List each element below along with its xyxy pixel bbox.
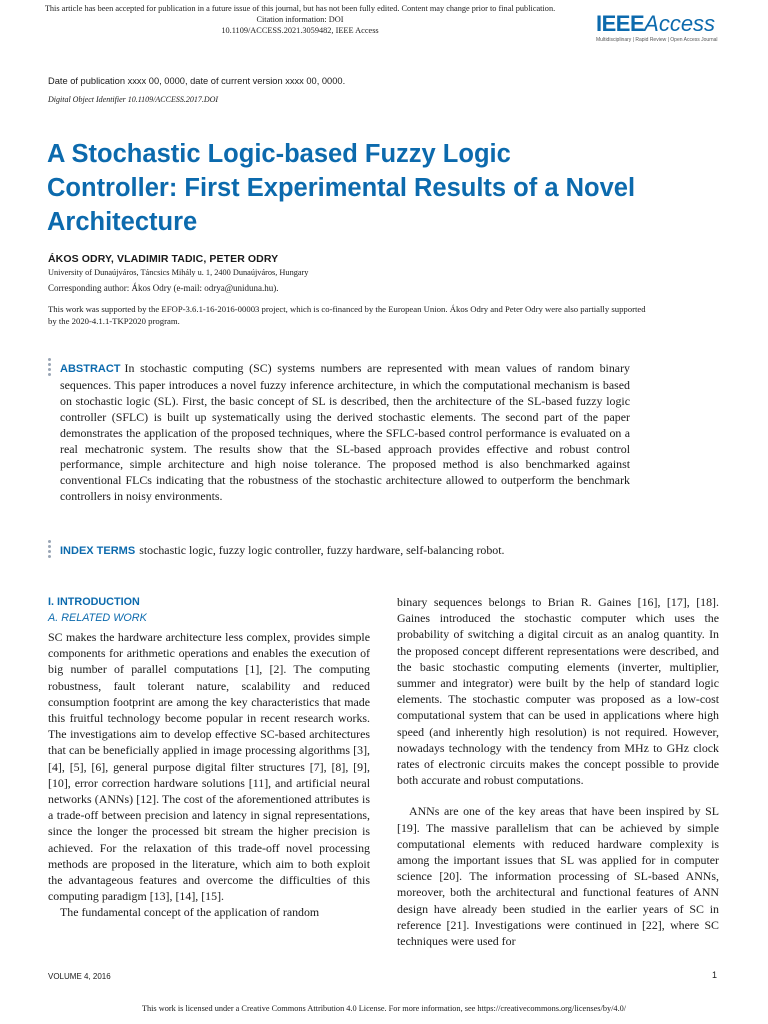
logo-ieee: IEEE (596, 11, 645, 36)
corresponding-author: Corresponding author: Ákos Odry (e-mail: odrya@uniduna.hu). (48, 283, 279, 293)
body-paragraph: The fundamental concept of the application of random (60, 905, 320, 920)
page-number: 1 (712, 970, 718, 980)
footer-volume: VOLUME 4, 2016 (48, 972, 111, 981)
doi-identifier: Digital Object Identifier 10.1109/ACCESS.2017.DOI (48, 95, 219, 104)
paper-title: A Stochastic Logic-based Fuzzy Logic Controller: First Experimental Results of a Novel Architecture (47, 140, 636, 236)
subsection-heading: A. RELATED WORK (48, 612, 147, 624)
left-column (48, 594, 370, 921)
notice-line-2: 10.1109/ACCESS.2021.3059482, IEEE Access (221, 26, 379, 35)
license-note: This work is licensed under a Creative Commons Attribution 4.0 License. For more information, see https://creativecommons.org/licenses/by/4.0/ (141, 1004, 627, 1013)
logo-tagline: Multidisciplinary | Rapid Review | Open Access Journal (596, 37, 718, 43)
section-heading: I. INTRODUCTION (48, 596, 140, 608)
author-list: ÁKOS ODRY, VLADIMIR TADIC, PETER ODRY (48, 253, 279, 265)
affiliation: University of Dunaújváros, Táncsics Mihály u. 1, 2400 Dunaújváros, Hungary (48, 268, 309, 277)
index-terms-label: INDEX TERMS (60, 545, 136, 557)
body-paragraph: ANNs are one of the key areas that have been inspired by SL [19]. The massive parallelism that can be achieved by simple computational elements with reduced hardware complexity is among the important issues that SL was applied for in computer science [20]. The information processing of SL-based ANNs, moreover, both the architectural and functional features of ANN design have already been studied in the earlier years of SC in reference [21]. Investigations were continued in [22], where SC techniques were used for (397, 804, 719, 949)
index-terms (60, 543, 660, 559)
logo-wordmark (596, 12, 736, 36)
abstract (60, 361, 630, 505)
abstract-dots-icon (48, 358, 51, 378)
index-terms-dots-icon (48, 540, 51, 560)
funding-note: This work was supported by the EFOP-3.6.1-16-2016-00003 project, which is co-financed by the European Union. Ákos Odry and Peter Odry were also partially supported by the 2020-4.1.1-TKP2020 program. (48, 304, 646, 326)
index-terms-text: stochastic logic, fuzzy logic controller, fuzzy hardware, self-balancing robot. (139, 543, 505, 557)
publication-date: Date of publication xxxx 00, 0000, date of current version xxxx 00, 0000. (48, 76, 346, 86)
body-paragraph: binary sequences belongs to Brian R. Gaines [16], [17], [18]. Gaines introduced the stochastic computer which uses the probability of switching a digital circuit as an analog quantity. In the proposed concept different representations were described, and the basic stochastic computing elements (inverter, multiplier, summer and integrator) were built by the help of standard logic elements. The stochastic computer was proposed as a low-cost computational system that can be used in applications where high speed (and inherently high resolution) is not required. However, nowadays technology with the tendency from MHz to GHz clock rates of electronic circuits makes the concept possible to provide both accurate and robust computations. (397, 595, 719, 788)
ieee-access-logo (596, 12, 736, 43)
abstract-text: In stochastic computing (SC) systems numbers are represented with mean values of random binary sequences. This paper introduces a novel fuzzy inference architecture, in which the computational mechanism is based on stochastic logic (SL). First, the basic concept of SL is described, then the architecture of the SL-based fuzzy logic controller (SFLC) is built up systematically using the derived stochastic elements. The second part of the paper demonstrates the application of the proposed techniques, where the SFLC-based control performance is evaluated on a real mechatronic system. The results show that the SL-based approach provides effective and robust control performance, simple architecture and high noise tolerance. The proposed method is also benchmarked against conventional FLCs indicating that the robustness of the stochastic architecture allowed to outperform the benchmark controllers in noisy environments. (60, 361, 630, 504)
body-paragraph: SC makes the hardware architecture less complex, provides simple components for arithmetic operations and enables the execution of big number of parallel computations [1], [2]. The computing robustness, fault tolerant nature, scalability and reduced consumption footprint are among the key characteristics that made this fruitful technology become popular in recent research works. The investigations aim to develop effective SC-based architectures that can be beneficially applied in image processing algorithms [3], [4], [5], [6], general purpose digital filter structures [7], [8], [9], [10], error correction hardware solutions [11], and artificial neural networks (ANNs) [12]. The cost of the aforementioned attributes is a trade-off between precision and latency in signal representations, since the longer the processed bit stream the higher precision is achieved. For the relaxation of this trade-off novel processing methods are proposed in the literature, which aim to both exploit the advantageous features and overcome the difficulties of this computing paradigm [13], [14], [15]. (48, 630, 370, 904)
logo-access: Access (644, 11, 716, 36)
right-column (397, 594, 719, 949)
notice-line-1: This article has been accepted for publication in a future issue of this journal, but has not been fully edited. Content may change prior to final publication. Citation information: DOI (44, 4, 556, 24)
abstract-label: ABSTRACT (60, 363, 121, 375)
journal-notice (40, 3, 560, 36)
